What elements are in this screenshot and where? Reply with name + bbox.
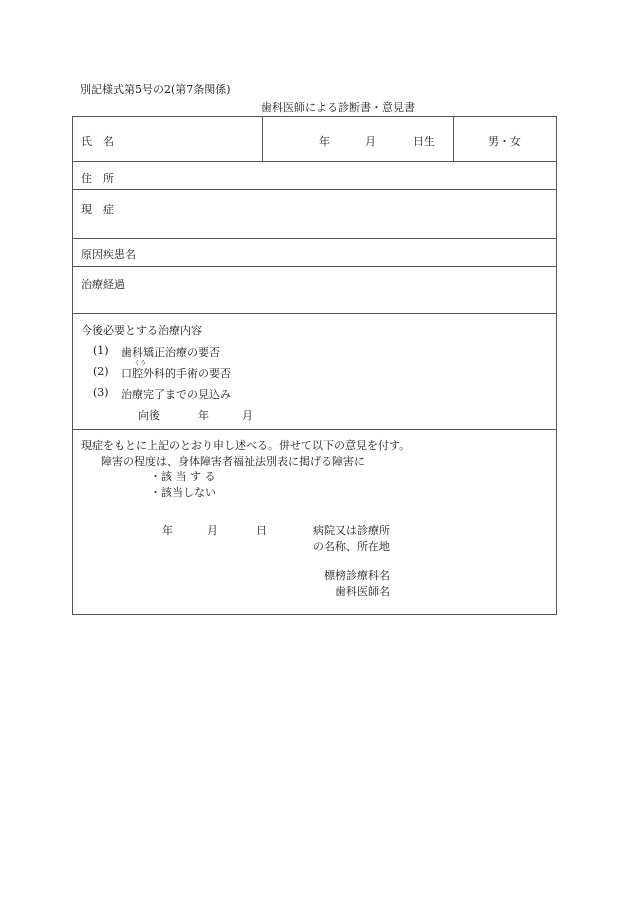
history-label: 治療経過 [81, 278, 125, 291]
certificate-form [72, 116, 557, 615]
department-label: 標榜診療科名 [324, 569, 390, 582]
row-divider [73, 238, 556, 239]
option-applicable: ・該 当 す る [150, 470, 216, 483]
column-divider [453, 117, 454, 161]
cause-label: 原因疾患名 [81, 248, 136, 261]
birth-month-label: 月 [365, 135, 376, 148]
outlook-month-label: 月 [242, 409, 253, 422]
outlook-year-label: 年 [198, 409, 209, 422]
address-label: 住 所 [81, 172, 114, 185]
row-divider [73, 189, 556, 190]
column-divider [262, 117, 263, 161]
form-number: 別記様式第5号の2(第7条関係) [80, 83, 231, 96]
date-year-label: 年 [162, 524, 173, 537]
item-2-number: (2) [93, 365, 109, 378]
date-day-label: 日 [256, 524, 267, 537]
item-3-text: 治療完了までの見込み [121, 388, 231, 401]
future-treatment-label: 今後必要とする治療内容 [81, 324, 202, 337]
birth-day-label: 日生 [413, 135, 435, 148]
dentist-name-label: 歯科医師名 [335, 585, 390, 598]
row-divider [73, 266, 556, 267]
row-divider [73, 429, 556, 430]
date-month-label: 月 [207, 524, 218, 537]
hospital-label-line-2: の名称、所在地 [313, 540, 390, 553]
item-2-text: 口腔外科的手術の要否 [121, 367, 231, 380]
name-label: 氏 名 [81, 135, 114, 148]
statement-line-1: 現症をもとに上記のとおり申し述べる。併せて以下の意見を付す。 [81, 439, 411, 452]
item-1-number: (1) [93, 344, 109, 357]
item-3-number: (3) [93, 386, 109, 399]
birth-year-label: 年 [319, 135, 330, 148]
page-title: 歯科医師による診断書・意見書 [261, 101, 415, 114]
item-1-text: 歯科矯正治療の要否 [121, 346, 220, 359]
hospital-label-line-1: 病院又は診療所 [313, 524, 390, 537]
symptoms-label: 現 症 [81, 203, 114, 216]
item-2-ruby: くう [134, 360, 147, 367]
option-not-applicable: ・該当しない [150, 486, 216, 499]
row-divider [73, 161, 556, 162]
row-divider [73, 313, 556, 314]
outlook-prefix: 向後 [138, 409, 160, 422]
statement-line-2: 障害の程度は、身体障害者福祉法別表に掲げる障害に [101, 455, 365, 468]
gender-label: 男・女 [488, 135, 521, 148]
